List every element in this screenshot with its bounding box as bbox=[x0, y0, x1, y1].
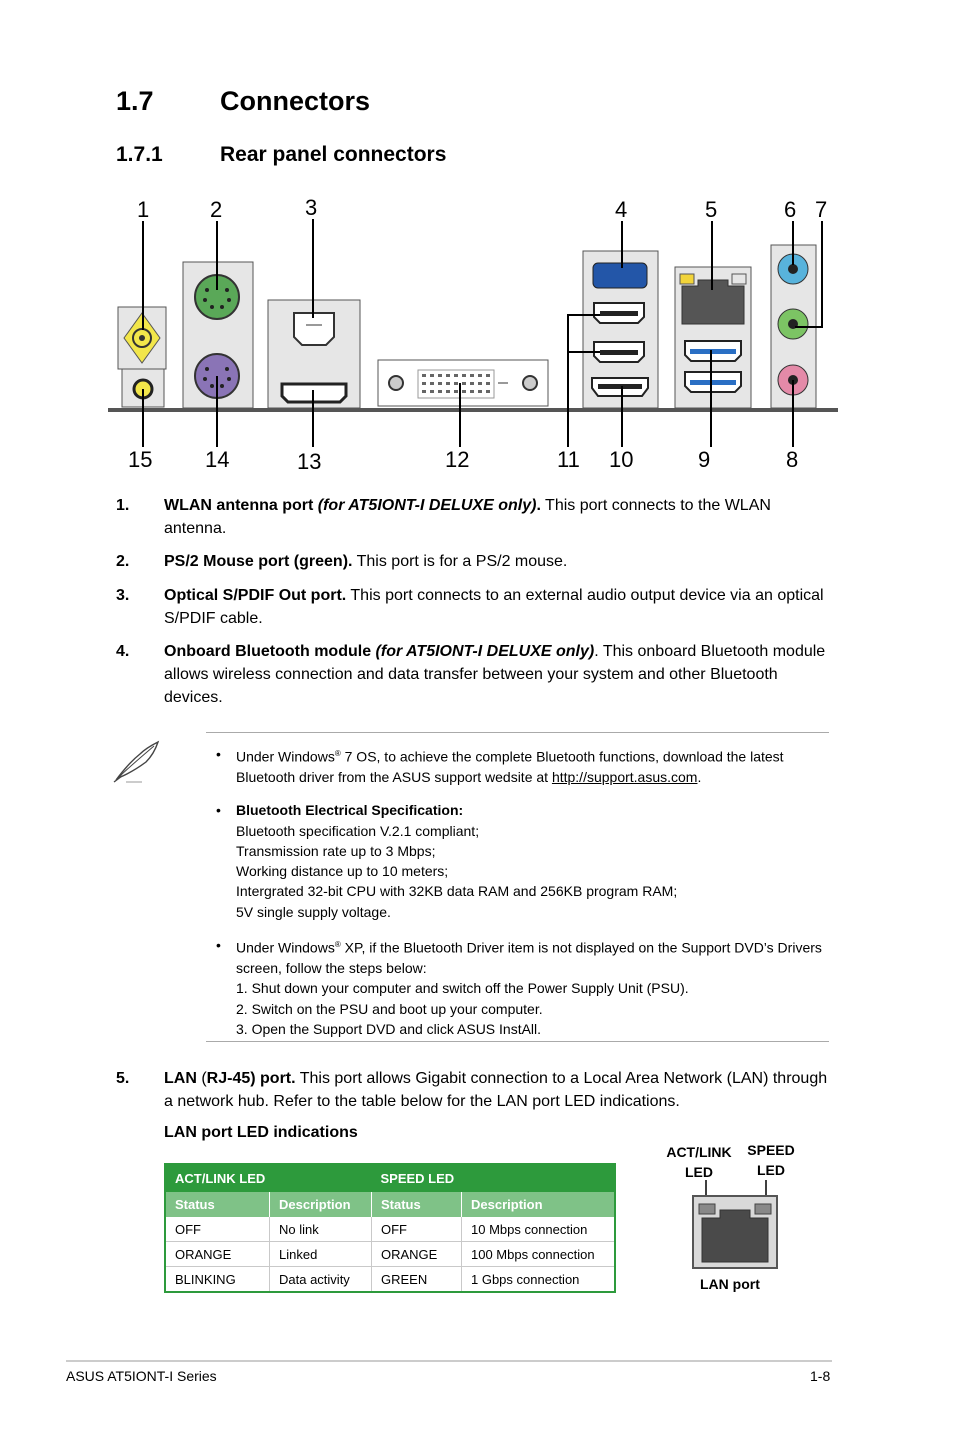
item-number: 2. bbox=[116, 553, 130, 570]
item-qualifier: (for AT5IONT-I DELUXE only) bbox=[317, 497, 537, 514]
spec-line: Intergrated 32-bit CPU with 32KB data RAM and 256KB program RAM; bbox=[236, 883, 678, 900]
bluetooth-module bbox=[593, 263, 647, 288]
item-title: RJ-45) port. bbox=[206, 1070, 296, 1087]
note-text: Under Windows bbox=[236, 939, 335, 956]
column-header: Description bbox=[462, 1192, 616, 1217]
step-line: 2. Switch on the PSU and boot up your computer. bbox=[236, 1000, 543, 1017]
group-header-speed: SPEED LED bbox=[372, 1164, 616, 1192]
item-punct: . bbox=[536, 497, 541, 514]
lan-port-figure bbox=[690, 1180, 790, 1272]
table-cell: ORANGE bbox=[372, 1242, 462, 1267]
callout-14: 14 bbox=[205, 447, 230, 472]
note-text: Under Windows bbox=[236, 748, 335, 765]
act-link-led-label bbox=[663, 1142, 735, 1182]
item-text: This port connects to the WLAN antenna. bbox=[164, 497, 771, 537]
table-row bbox=[165, 1267, 615, 1293]
callout-15: 15 bbox=[128, 447, 153, 472]
column-header: Status bbox=[165, 1192, 270, 1217]
list-item-3 bbox=[116, 584, 836, 630]
note-bullet-3: • Under Windows® XP, if the Bluetooth Driver item is not displayed on the Support DVD’s Drivers screen, follow the steps below: 1. Shut down your computer and switch off the Power Supply Unit (PSU). 2. Switch on the PSU and boot up your computer. 3. Open the Support DVD and click ASUS InstAll. bbox=[216, 935, 836, 1039]
table-cell: 1 Gbps connection bbox=[471, 1271, 580, 1287]
registered-mark: ® bbox=[334, 749, 341, 758]
callout-8: 8 bbox=[786, 447, 799, 472]
callout-9: 9 bbox=[698, 447, 711, 472]
note-text: 7 OS, to achieve the complete Bluetooth functions, download the latest Bluetooth driver from the ASUS support wedsite at bbox=[236, 748, 784, 785]
table-cell: Linked bbox=[270, 1242, 372, 1267]
table-cell: OFF bbox=[372, 1217, 462, 1242]
callout-13: 13 bbox=[297, 449, 322, 474]
table-cell: Data activity bbox=[270, 1267, 372, 1293]
item-text: This port connects to an external audio output device via an optical S/PDIF cable. bbox=[164, 587, 824, 627]
note-quill-icon bbox=[112, 738, 162, 784]
callout-2: 2 bbox=[210, 197, 223, 222]
note-body bbox=[216, 744, 836, 1052]
page-number: 1-8 bbox=[810, 1368, 831, 1384]
footer-rule bbox=[66, 1360, 832, 1362]
subsection-title: Rear panel connectors bbox=[220, 143, 447, 166]
note-bullet-2: • Bluetooth Electrical Specification: Bluetooth specification V.2.1 compliant; Transmission rate up to 3 Mbps; Working distance up to 10 meters; Intergrated 32-bit CPU with 32KB data RAM and 256KB program RAM; 5V single supply voltage. bbox=[216, 800, 836, 922]
callout-7: 7 bbox=[815, 197, 828, 222]
item-title: LAN bbox=[164, 1070, 197, 1087]
registered-mark: ® bbox=[334, 940, 341, 950]
spec-line: Working distance up to 10 meters; bbox=[236, 863, 449, 880]
item-number: 5. bbox=[116, 1070, 130, 1087]
note-bullet-1: • Under Windows® 7 OS, to achieve the complete Bluetooth functions, download the latest Bluetooth driver from the ASUS support wedsite at http://support.asus.com. bbox=[216, 746, 784, 785]
item-text: This port is for a PS/2 mouse. bbox=[352, 553, 568, 570]
item-text: This port allows Gigabit connection to a Local Area Network (LAN) through a network hub. Refer to the table below for the LAN port LED indications. bbox=[164, 1070, 828, 1110]
list-item-1 bbox=[116, 494, 836, 540]
speed-led-label bbox=[742, 1140, 800, 1180]
step-line: 3. Open the Support DVD and click ASUS InstAll. bbox=[236, 1020, 542, 1037]
item-title: Onboard Bluetooth module bbox=[164, 643, 376, 660]
callout-6: 6 bbox=[784, 197, 797, 222]
column-header: Status bbox=[372, 1192, 462, 1217]
item-title: PS/2 Mouse port (green). bbox=[164, 553, 353, 570]
item-text: ( bbox=[196, 1070, 207, 1087]
item-qualifier: (for AT5IONT-I DELUXE only) bbox=[375, 643, 595, 660]
table-cell: No link bbox=[270, 1217, 372, 1242]
note-text: . bbox=[697, 768, 702, 785]
footer-title: ASUS AT5IONT-I Series bbox=[66, 1368, 217, 1384]
lan-led-table bbox=[164, 1163, 616, 1293]
label-line: SPEED bbox=[747, 1142, 795, 1158]
spec-line: 5V single supply voltage. bbox=[236, 903, 391, 920]
table-row bbox=[165, 1217, 615, 1242]
table-cell: OFF bbox=[165, 1217, 270, 1242]
spec-line: Transmission rate up to 3 Mbps; bbox=[236, 842, 436, 859]
subsection-number: 1.7.1 bbox=[116, 143, 163, 166]
callout-12: 12 bbox=[445, 447, 470, 472]
section-number: 1.7 bbox=[116, 86, 154, 116]
item-title: WLAN antenna port bbox=[164, 497, 318, 514]
callout-3: 3 bbox=[305, 195, 318, 220]
list-item-4 bbox=[116, 640, 836, 709]
table-cell: BLINKING bbox=[165, 1267, 270, 1293]
table-column-header bbox=[165, 1192, 615, 1217]
list-item-5 bbox=[116, 1067, 836, 1113]
item-text: . This onboard Bluetooth module allows wireless connection and data transfer between your system and other Bluetooth devices. bbox=[164, 643, 826, 706]
callout-1: 1 bbox=[137, 197, 150, 222]
group-header-act: ACT/LINK LED bbox=[165, 1164, 372, 1192]
asus-support-link[interactable]: http://support.asus.com bbox=[551, 768, 698, 785]
item-number: 3. bbox=[116, 587, 130, 604]
callout-5: 5 bbox=[705, 197, 718, 222]
spec-title: Bluetooth Electrical Specification: bbox=[236, 802, 464, 819]
spec-line: Bluetooth specification V.2.1 compliant; bbox=[236, 822, 480, 839]
rear-panel-diagram bbox=[0, 0, 954, 480]
led-heading: LAN port LED indications bbox=[164, 1124, 358, 1141]
label-line: LED bbox=[685, 1164, 713, 1180]
table-cell: 10 Mbps connection bbox=[462, 1217, 616, 1242]
note-text: XP, if the Bluetooth Driver item is not displayed on the Support DVD’s Drivers screen, follow the steps below: bbox=[236, 939, 822, 976]
note-top-rule bbox=[206, 732, 829, 733]
item-title: Optical S/PDIF Out port. bbox=[164, 587, 347, 604]
label-line: ACT/LINK bbox=[666, 1144, 732, 1160]
table-cell: ORANGE bbox=[165, 1242, 270, 1267]
step-line: 1. Shut down your computer and switch off the Power Supply Unit (PSU). bbox=[236, 980, 689, 997]
callout-4: 4 bbox=[615, 197, 628, 222]
item-number: 1. bbox=[116, 497, 130, 514]
table-group-header bbox=[165, 1164, 615, 1192]
column-header: Description bbox=[270, 1192, 372, 1217]
section-title: Connectors bbox=[220, 86, 371, 116]
lan-port-caption: LAN port bbox=[700, 1276, 760, 1292]
item-number: 4. bbox=[116, 643, 130, 660]
table-cell: GREEN bbox=[372, 1267, 462, 1293]
callout-10: 10 bbox=[609, 447, 634, 472]
list-item-2 bbox=[116, 550, 836, 573]
note-bottom-rule bbox=[206, 1041, 829, 1042]
label-line: LED bbox=[757, 1162, 785, 1178]
callout-11: 11 bbox=[557, 447, 580, 472]
table-row bbox=[165, 1242, 615, 1267]
table-cell: 100 Mbps connection bbox=[462, 1242, 616, 1267]
